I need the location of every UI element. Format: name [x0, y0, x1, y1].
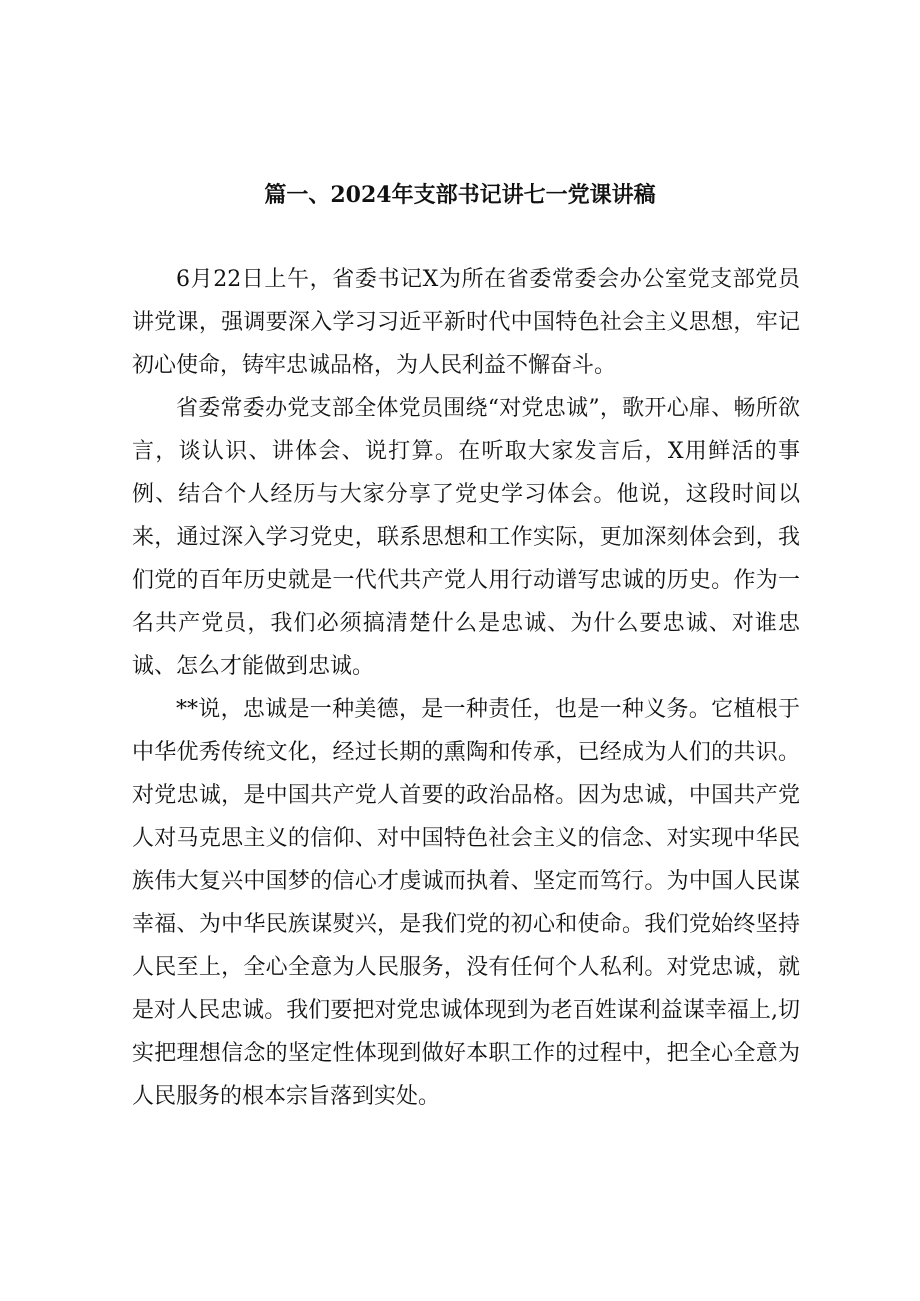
document-title: 篇一、2024年支部书记讲七一党课讲稿: [264, 181, 656, 208]
document-body: [132, 258, 800, 1118]
paragraph-3: **说，忠诚是一种美德，是一种责任，也是一种义务。它植根于中华优秀传统文化，经过长期的熏陶和传承，已经成为人们的共识。对党忠诚，是中国共产党人首要的政治品格。因为忠诚，中国共产党人对马克思主义的信仰、对中国特色社会主义的信念、对实现中华民族伟大复兴中国梦的信心才虔诚而执着、坚定而笃行。为中国人民谋幸福、为中华民族谋熨兴，是我们党的初心和使命。我们党始终坚持人民至上，全心全意为人民服务，没有任何个人私利。对党忠诚，就是对人民忠诚。我们要把对党忠诚体现到为老百姓谋利益谋幸福上,切实把理想信念的坚定性体现到做好本职工作的过程中，把全心全意为人民服务的根本宗旨落到实处。: [132, 697, 800, 1109]
paragraph-1: 6月22日上午，省委书记X为所在省委常委会办公室党支部党员讲党课，强调要深入学习习近平新时代中国特色社会主义思想，牢记初心使命，铸牢忠诚品格，为人民利益不懈奋斗。: [132, 267, 800, 378]
paragraph-2: 省委常委办党支部全体党员围绕“对党忠诚”，歌开心扉、畅所欲言，谈认识、讲体会、说打算。在听取大家发言后，X用鲜活的事例、结合个人经历与大家分享了党史学习体会。他说，这段时间以来，通过深入学习党史，联系思想和工作实际，更加深刻体会到，我们党的百年历史就是一代代共产党人用行动谱写忠诚的历史。作为一名共产党员，我们必须搞清楚什么是忠诚、为什么要忠诚、对谁忠诚、怎么才能做到忠诚。: [132, 396, 800, 679]
